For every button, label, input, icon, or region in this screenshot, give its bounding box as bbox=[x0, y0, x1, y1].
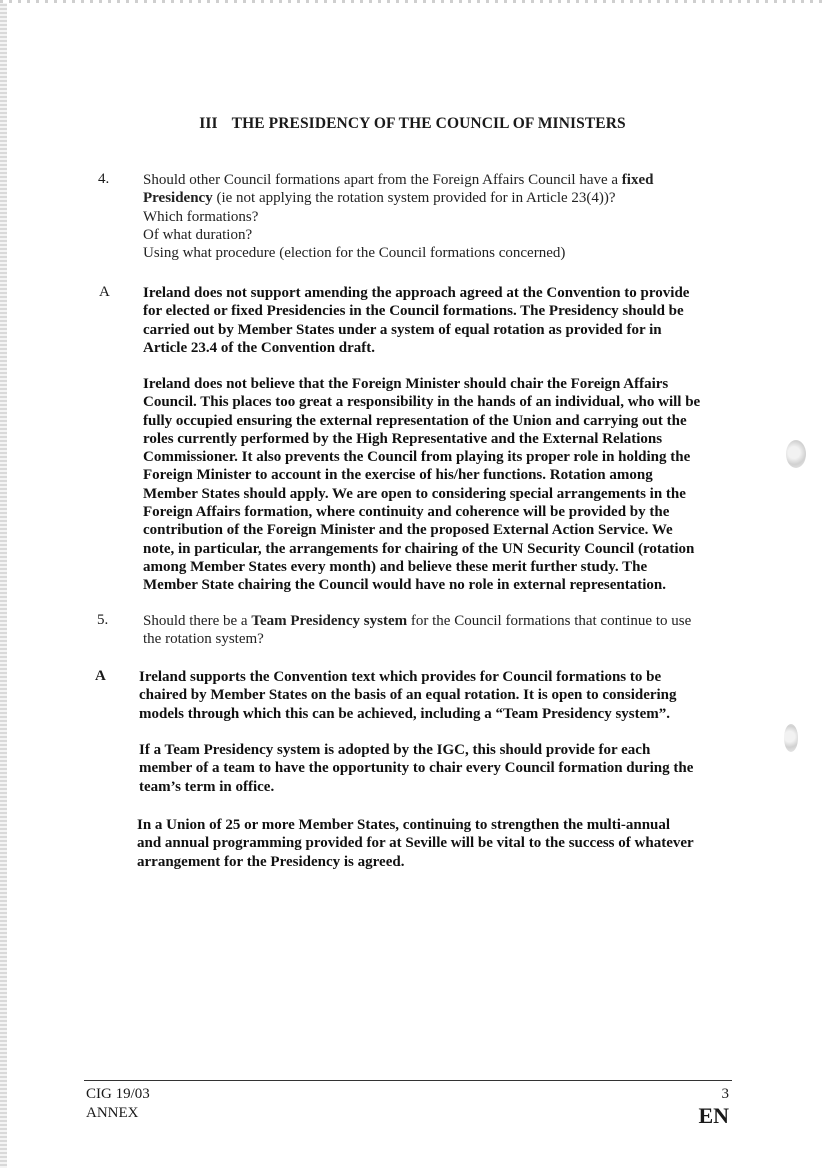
answer-line: among Member States every month) and believe these merit further study. The bbox=[143, 558, 648, 575]
question-4-line bbox=[143, 189, 735, 207]
answer-line: If a Team Presidency system is adopted by the IGC, this should provide for each bbox=[139, 742, 651, 758]
annex-label: ANNEX bbox=[86, 1105, 139, 1121]
answer-line: note, in particular, the arrangements for chairing of the UN Security Council (rotation bbox=[143, 540, 695, 557]
question-4-line: Using what procedure (election for the Council formations concerned) bbox=[143, 245, 566, 262]
answer-line: carried out by Member States under a system of equal rotation as provided for in bbox=[143, 321, 662, 338]
footer-rule bbox=[84, 1080, 732, 1081]
question-5-line: the rotation system? bbox=[143, 631, 264, 648]
answer-line: team’s term in office. bbox=[139, 778, 275, 795]
bold-term: Presidency bbox=[143, 190, 213, 207]
punch-hole-mark bbox=[784, 724, 798, 752]
language-code: EN bbox=[698, 1103, 729, 1128]
answer-line: roles currently performed by the High Representative and the External Relations bbox=[143, 430, 663, 447]
question-5-text bbox=[143, 612, 735, 649]
answer-4-marker: A bbox=[99, 284, 110, 300]
section-heading bbox=[0, 115, 825, 133]
answer-line: chaired by Member States on the basis of an equal rotation. It is open to considering bbox=[139, 687, 677, 704]
answer-line: Ireland does not support amending the approach agreed at the Convention to provide bbox=[143, 285, 690, 301]
question-4-line: Of what duration? bbox=[143, 226, 253, 243]
punch-hole-mark bbox=[786, 440, 806, 468]
answer-line: Foreign Affairs formation, where continuity and coherence will be provided by the bbox=[143, 504, 670, 521]
question-4-text bbox=[143, 171, 735, 262]
answer-line: Commissioner. It also prevents the Council from playing its proper role in holding the bbox=[143, 449, 691, 466]
text-run: for the Council formations that continue to use bbox=[407, 613, 692, 629]
answer-4-paragraph-2 bbox=[143, 375, 735, 595]
section-title: THE PRESIDENCY OF THE COUNCIL OF MINISTERS bbox=[231, 115, 626, 132]
answer-line: models through which this can be achieved, including a “Team Presidency system”. bbox=[139, 705, 671, 722]
text-run: Should there be a bbox=[143, 613, 252, 629]
text-run: (ie not applying the rotation system provided for in Article 23(4))? bbox=[212, 190, 616, 207]
question-4-marker: 4. bbox=[98, 171, 110, 187]
answer-line: arrangement for the Presidency is agreed. bbox=[137, 853, 405, 870]
footer-left bbox=[86, 1085, 150, 1123]
scan-edge-top bbox=[0, 0, 825, 3]
question-4-line bbox=[143, 171, 735, 189]
answer-line: Member States should apply. We are open to considering special arrangements in the bbox=[143, 485, 686, 502]
page-number: 3 bbox=[721, 1086, 729, 1102]
question-4-line: Which formations? bbox=[143, 208, 259, 225]
answer-line: Ireland supports the Convention text which provides for Council formations to be bbox=[139, 669, 662, 685]
answer-line: for elected or fixed Presidencies in the Council formations. The Presidency should be bbox=[143, 303, 684, 320]
footer-right bbox=[698, 1085, 729, 1128]
answer-line: contribution of the Foreign Minister and the proposed External Action Service. We bbox=[143, 522, 673, 539]
bold-term: Team Presidency system bbox=[251, 613, 408, 629]
answer-line: fully occupied ensuring the external representation of the Union and carrying out the bbox=[143, 412, 687, 429]
question-5-marker: 5. bbox=[97, 612, 109, 628]
answer-line: member of a team to have the opportunity to chair every Council formation during the bbox=[139, 760, 694, 777]
answer-5-paragraph-1 bbox=[139, 668, 731, 723]
answer-line: Ireland does not believe that the Foreign Minister should chair the Foreign Affairs bbox=[143, 376, 669, 392]
question-5-line bbox=[143, 612, 735, 630]
section-number: III bbox=[199, 115, 218, 132]
answer-line: Council. This places too great a responsibility in the hands of an individual, who will be bbox=[143, 394, 701, 411]
text-run: Should other Council formations apart from the Foreign Affairs Council have a bbox=[143, 172, 622, 188]
document-reference: CIG 19/03 bbox=[86, 1086, 150, 1102]
answer-line: In a Union of 25 or more Member States, continuing to strengthen the multi-annual bbox=[137, 817, 671, 833]
answer-5-paragraph-2 bbox=[139, 741, 731, 796]
answer-line: Member State chairing the Council would have no role in external representation. bbox=[143, 577, 667, 594]
answer-line: Article 23.4 of the Convention draft. bbox=[143, 339, 376, 356]
answer-5-marker: A bbox=[95, 668, 106, 684]
scan-edge-left bbox=[0, 0, 7, 1168]
answer-4-paragraph-1 bbox=[143, 284, 735, 357]
answer-line: and annual programming provided for at Seville will be vital to the success of whatever bbox=[137, 835, 694, 852]
bold-term: fixed bbox=[621, 172, 654, 188]
answer-line: Foreign Minister to account in the exercise of his/her functions. Rotation among bbox=[143, 467, 653, 484]
answer-5-paragraph-3 bbox=[137, 816, 729, 871]
